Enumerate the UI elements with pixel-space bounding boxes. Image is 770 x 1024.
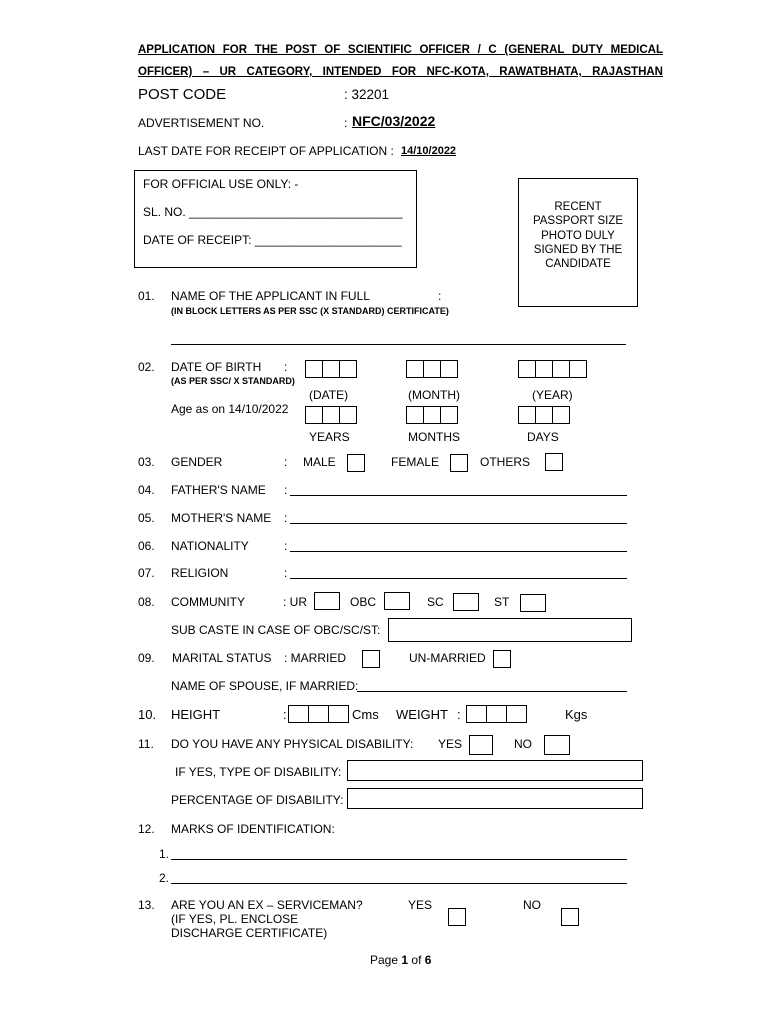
community-sc-checkbox[interactable] — [453, 593, 479, 611]
gender-male-label: MALE — [303, 455, 336, 469]
title-line-1: APPLICATION FOR THE POST OF SCIENTIFIC OFFICER / C (GENERAL DUTY MEDICAL — [138, 44, 663, 56]
last-date-value: 14/10/2022 — [401, 145, 457, 157]
mark-2-number: 2. — [159, 871, 170, 885]
age-label: Age as on 14/10/2022 — [171, 402, 289, 416]
field-08-number: 08. — [138, 595, 155, 609]
applicant-name-line[interactable] — [171, 344, 626, 345]
field-09-label: MARITAL STATUS — [172, 651, 272, 665]
field-04-number: 04. — [138, 483, 155, 497]
age-days-boxes[interactable] — [518, 406, 570, 424]
marital-unmarried-label: UN-MARRIED — [409, 651, 486, 665]
disability-type-input[interactable] — [347, 760, 643, 781]
field-02-label: DATE OF BIRTH — [171, 360, 262, 374]
field-13-label-1: ARE YOU AN EX – SERVICEMAN? — [171, 898, 363, 912]
community-ur-label: : UR — [283, 595, 307, 609]
field-12-number: 12. — [138, 822, 155, 836]
age-years-boxes[interactable] — [305, 406, 357, 424]
gender-female-checkbox[interactable] — [450, 454, 468, 472]
field-06-colon: : — [284, 539, 288, 553]
field-01-colon: : — [438, 289, 442, 303]
field-06-number: 06. — [138, 539, 155, 553]
dob-year-label: (YEAR) — [532, 388, 573, 402]
subcaste-input[interactable] — [388, 618, 632, 642]
ex-serviceman-no-label: NO — [523, 898, 541, 912]
weight-boxes[interactable] — [466, 705, 527, 723]
photo-box[interactable] — [518, 178, 638, 307]
age-months-label: MONTHS — [408, 430, 460, 444]
photo-text-4: SIGNED BY THE — [533, 243, 623, 256]
marital-unmarried-checkbox[interactable] — [493, 650, 511, 668]
community-obc-label: OBC — [350, 595, 377, 609]
gender-others-checkbox[interactable] — [545, 453, 563, 471]
mothers-name-line[interactable] — [290, 523, 627, 524]
last-date-label: LAST DATE FOR RECEIPT OF APPLICATION : — [138, 144, 394, 158]
page-indicator — [370, 953, 431, 967]
field-02-colon: : — [284, 360, 288, 374]
advertisement-label: ADVERTISEMENT NO. — [138, 116, 265, 130]
disability-yes-label: YES — [438, 737, 463, 751]
field-05-colon: : — [284, 511, 288, 525]
photo-text-2: PASSPORT SIZE — [532, 215, 624, 228]
page-total: 6 — [424, 953, 432, 967]
photo-text-3: PHOTO DULY — [541, 229, 615, 242]
community-st-label: ST — [494, 595, 510, 609]
field-06-label: NATIONALITY — [171, 539, 249, 553]
title-line-2: OFFICER) – UR CATEGORY, INTENDED FOR NFC-KOTA, RAWATBHATA, RAJASTHAN — [138, 66, 663, 78]
age-days-label: DAYS — [527, 430, 559, 444]
field-02-note: (AS PER SSC/ X STANDARD) — [171, 376, 295, 386]
field-05-number: 05. — [138, 511, 155, 525]
weight-label: WEIGHT — [396, 707, 448, 722]
height-boxes[interactable] — [288, 705, 349, 723]
religion-line[interactable] — [290, 578, 627, 579]
marital-married-label: : MARRIED — [284, 651, 347, 665]
field-11-label: DO YOU HAVE ANY PHYSICAL DISABILITY: — [171, 737, 414, 751]
post-code-value: : 32201 — [344, 87, 390, 102]
disability-percentage-input[interactable] — [347, 788, 643, 809]
age-months-boxes[interactable] — [406, 406, 458, 424]
disability-no-label: NO — [514, 737, 532, 751]
field-08-label: COMMUNITY — [171, 595, 245, 609]
fathers-name-line[interactable] — [290, 495, 627, 496]
marital-married-checkbox[interactable] — [362, 650, 380, 668]
ex-serviceman-yes-checkbox[interactable] — [448, 908, 466, 926]
field-07-number: 07. — [138, 566, 155, 580]
mark-2-line[interactable] — [171, 883, 627, 884]
field-13-number: 13. — [138, 898, 155, 912]
post-code-label: POST CODE — [138, 86, 227, 103]
advertisement-number: NFC/03/2022 — [352, 113, 436, 129]
dob-month-label: (MONTH) — [408, 388, 460, 402]
field-04-colon: : — [284, 483, 288, 497]
disability-type-label: IF YES, TYPE OF DISABILITY: — [175, 765, 342, 779]
field-01-label: NAME OF THE APPLICANT IN FULL — [171, 289, 370, 303]
field-03-label: GENDER — [171, 455, 223, 469]
date-of-receipt-field[interactable]: DATE OF RECEIPT: ______________________ — [143, 233, 402, 247]
dob-year-boxes[interactable] — [518, 360, 587, 378]
page-of: of — [411, 953, 422, 967]
field-10-number: 10. — [138, 707, 157, 722]
advertisement-colon: : — [344, 116, 348, 130]
sl-no-field[interactable]: SL. NO. ________________________________ — [143, 205, 403, 219]
dob-date-boxes[interactable] — [305, 360, 357, 378]
field-01-number: 01. — [138, 289, 155, 303]
community-sc-label: SC — [427, 595, 444, 609]
disability-no-checkbox[interactable] — [544, 735, 570, 755]
official-use-heading: FOR OFFICIAL USE ONLY: - — [143, 177, 299, 191]
dob-date-label: (DATE) — [309, 388, 349, 402]
mark-1-number: 1. — [159, 847, 170, 861]
nationality-line[interactable] — [290, 551, 627, 552]
field-02-number: 02. — [138, 360, 155, 374]
disability-yes-checkbox[interactable] — [469, 735, 493, 755]
spouse-name-line[interactable] — [357, 691, 627, 692]
field-12-label: MARKS OF IDENTIFICATION: — [171, 822, 335, 836]
photo-text-5: CANDIDATE — [545, 258, 611, 271]
gender-male-checkbox[interactable] — [347, 454, 365, 472]
field-05-label: MOTHER'S NAME — [171, 511, 272, 525]
mark-1-line[interactable] — [171, 859, 627, 860]
weight-colon: : — [457, 707, 461, 722]
dob-month-boxes[interactable] — [406, 360, 458, 378]
spouse-label: NAME OF SPOUSE, IF MARRIED: — [171, 679, 359, 693]
page-current: 1 — [401, 953, 409, 967]
weight-unit: Kgs — [565, 707, 588, 722]
field-03-number: 03. — [138, 455, 155, 469]
field-13-label-3: DISCHARGE CERTIFICATE) — [171, 926, 328, 940]
field-07-label: RELIGION — [171, 566, 229, 580]
page-prefix: Page — [370, 953, 399, 967]
field-01-note: (IN BLOCK LETTERS AS PER SSC (X STANDARD) CERTIFICATE) — [171, 306, 449, 316]
height-colon: : — [283, 707, 287, 722]
field-10-label: HEIGHT — [171, 707, 221, 722]
age-years-label: YEARS — [309, 430, 350, 444]
community-obc-checkbox[interactable] — [384, 592, 410, 610]
field-13-label-2: (IF YES, PL. ENCLOSE — [171, 912, 299, 926]
community-st-checkbox[interactable] — [520, 594, 546, 612]
community-ur-checkbox[interactable] — [314, 592, 340, 610]
ex-serviceman-yes-label: YES — [408, 898, 433, 912]
height-unit: Cms — [352, 707, 379, 722]
subcaste-label: SUB CASTE IN CASE OF OBC/SC/ST: — [171, 623, 381, 637]
field-09-number: 09. — [138, 651, 155, 665]
ex-serviceman-no-checkbox[interactable] — [561, 908, 579, 926]
gender-others-label: OTHERS — [480, 455, 531, 469]
photo-text-1: RECENT — [554, 201, 602, 213]
field-07-colon: : — [284, 566, 288, 580]
field-03-colon: : — [284, 455, 288, 469]
disability-percentage-label: PERCENTAGE OF DISABILITY: — [171, 793, 344, 807]
field-04-label: FATHER'S NAME — [171, 483, 266, 497]
gender-female-label: FEMALE — [391, 455, 440, 469]
field-11-number: 11. — [138, 737, 154, 751]
